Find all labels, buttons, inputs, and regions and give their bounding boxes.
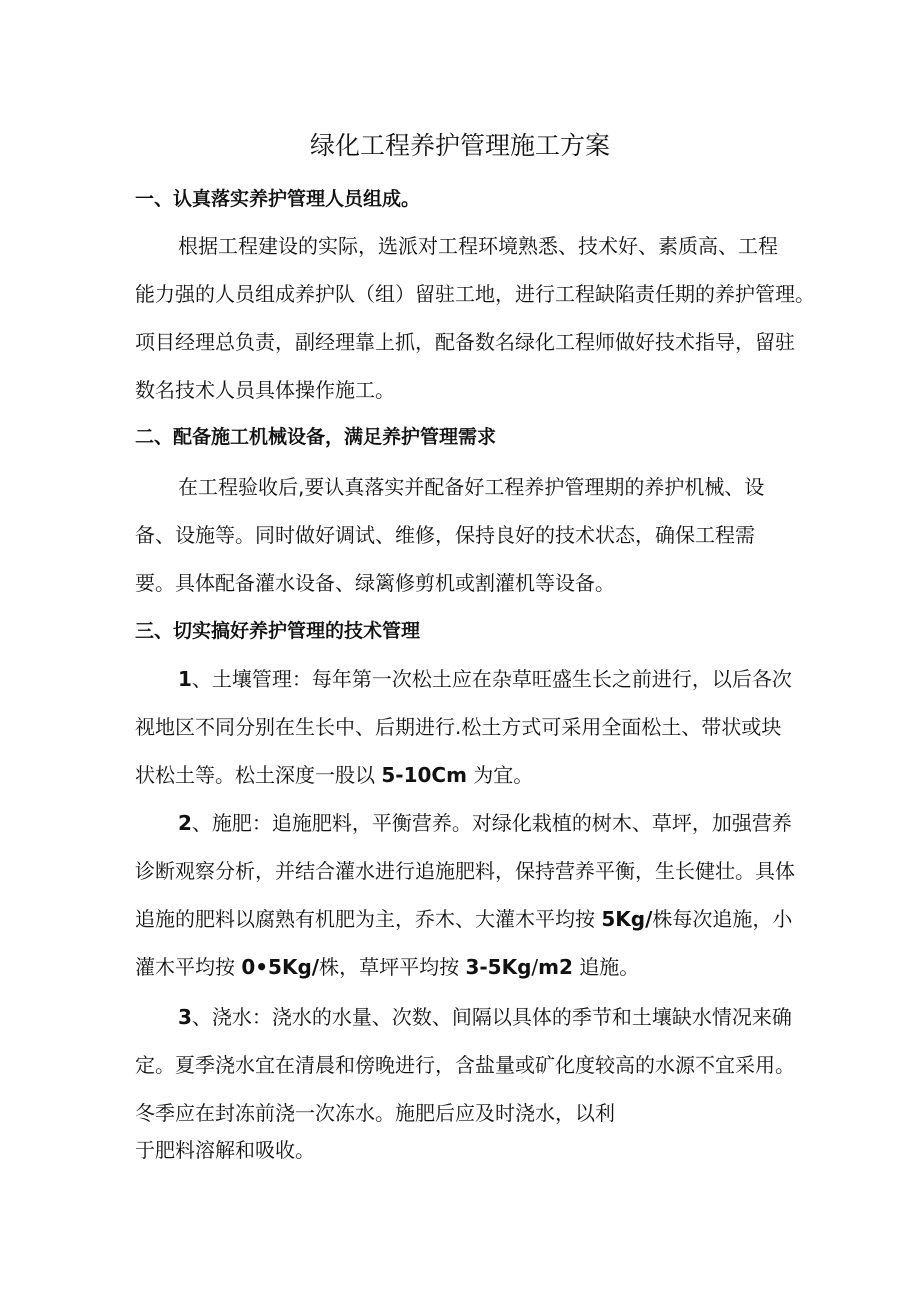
fertilizer-amount: 3-5Kg xyxy=(465,955,532,979)
paragraph-line: 数名技术人员具体操作施工。 xyxy=(135,378,395,402)
depth-value: 5-10Cm xyxy=(381,763,467,787)
paragraph-line: 项目经理总负责，副经理靠上抓，配备数名绿化工程师做好技术指导，留驻 xyxy=(135,330,795,354)
item-number: 1 xyxy=(178,667,192,691)
section-heading-3: 三、切实搞好养护管理的技术管理 xyxy=(135,620,421,642)
paragraph-line: 视地区不同分别在生长中、后期进行.松土方式可采用全面松土、带状或块 xyxy=(135,715,782,739)
item-water-line: 3、浇水：浇水的水量、次数、间隔以具体的季节和土壤缺水情况来确 xyxy=(178,1005,792,1029)
paragraph-line: 追施的肥料以腐熟有机肥为主，乔木、大灌木平均按 5Kg/株每次追施，小 xyxy=(135,907,793,931)
section-heading-2: 二、配备施工机械设备，满足养护管理需求 xyxy=(135,426,497,448)
item-number: 2 xyxy=(178,811,192,835)
paragraph-line: 要。具体配备灌水设备、绿篱修剪机或割灌机等设备。 xyxy=(135,571,615,595)
paragraph-line: 根据工程建设的实际，选派对工程环境熟悉、技术好、素质高、工程 xyxy=(178,234,778,258)
paragraph-line: 能力强的人员组成养护队（组）留驻工地，进行工程缺陷责任期的养护管理。 xyxy=(135,282,815,306)
paragraph-line: 在工程验收后,要认真落实并配备好工程养护管理期的养护机械、设 xyxy=(178,475,765,499)
paragraph-line: 状松土等。松土深度一股以 5-10Cm 为宜。 xyxy=(135,763,534,787)
item-number: 3 xyxy=(178,1005,192,1029)
paragraph-line: 于肥料溶解和吸收。 xyxy=(135,1138,315,1162)
paragraph-line: 诊断观察分析，并结合灌水进行追施肥料，保持营养平衡，生长健壮。具体 xyxy=(135,859,795,883)
paragraph-line: 冬季应在封冻前浇一次冻水。施肥后应及时浇水，以利 xyxy=(135,1101,615,1125)
document-title: 绿化工程养护管理施工方案 xyxy=(309,131,610,160)
fertilizer-amount: 5Kg/ xyxy=(601,907,653,931)
paragraph-line: 灌木平均按 0•5Kg/株，草坪平均按 3-5Kg/m2 追施。 xyxy=(135,955,640,979)
section-heading-1: 一、认真落实养护管理人员组成。 xyxy=(135,188,421,210)
item-fertilize-line: 2、施肥：追施肥料，平衡营养。对绿化栽植的树木、草坪，加强营养 xyxy=(178,811,792,835)
paragraph-line: 定。夏季浇水宜在清晨和傍晚进行，含盐量或矿化度较高的水源不宜采用。 xyxy=(135,1053,795,1077)
item-soil-line: 1、土壤管理：每年第一次松土应在杂草旺盛生长之前进行，以后各次 xyxy=(178,667,792,691)
fertilizer-amount: 0•5Kg/ xyxy=(241,955,320,979)
paragraph-line: 备、设施等。同时做好调试、维修，保持良好的技术状态，确保工程需 xyxy=(135,523,755,547)
